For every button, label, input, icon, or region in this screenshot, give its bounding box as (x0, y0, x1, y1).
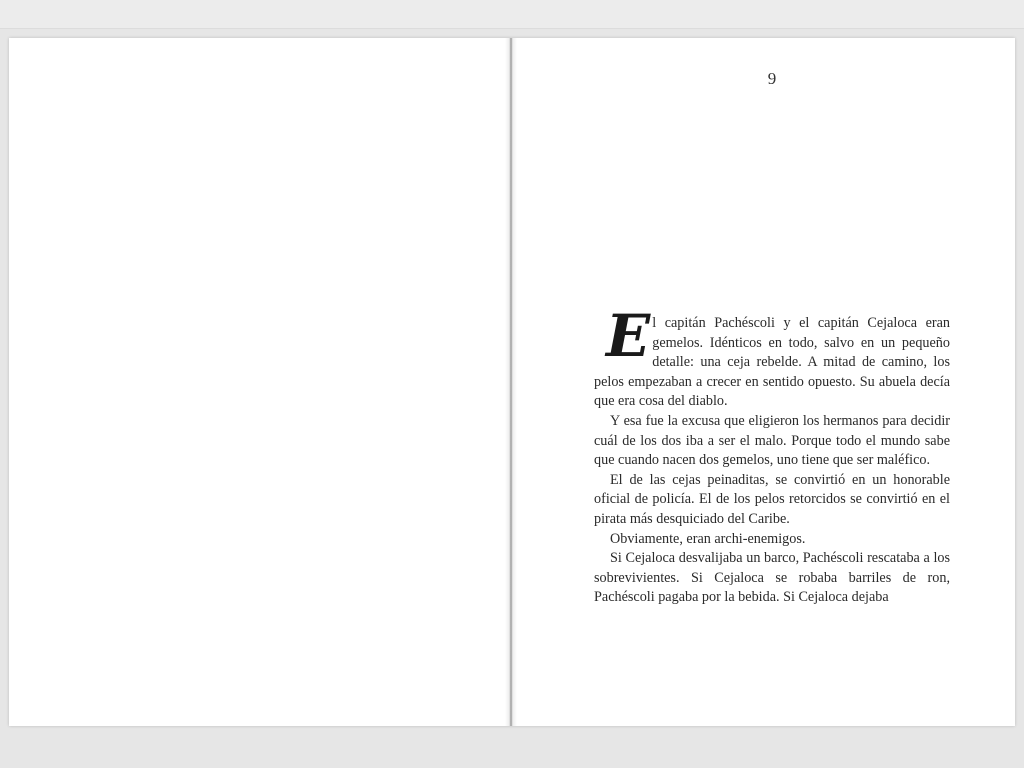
paragraph-2: Y esa fue la excusa que eligieron los hermanos para decidir cuál de los dos iba a ser el malo. Porque todo el mundo sabe que cuando nacen dos gemelos, uno tiene que ser maléfico. (594, 412, 950, 469)
left-page (9, 38, 509, 726)
paragraph-5: Si Cejaloca desvalijaba un barco, Pachéscoli rescataba a los sobrevivientes. Si Cejaloca se robaba barriles de ron, Pachéscoli pagaba por la bebida. Si Cejaloca dejaba (594, 550, 950, 606)
body-text (594, 302, 950, 608)
book-gutter (505, 38, 517, 726)
paragraph-4: Obviamente, eran archi-enemigos. (610, 530, 806, 547)
paragraph-3: El de las cejas peinaditas, se convirtió en un honorable oficial de policía. El de los pelos retorcidos se convirtió en el pirata más desquiciado del Caribe. (594, 471, 950, 527)
paragraph-1-text: l capitán Pachéscoli y el capitán Cejaloca eran gemelos. Idénticos en todo, salvo en un pequeño detalle: una ceja rebelde. A mitad de camino, los pelos empezaban a crecer en sentido opuesto. Su abuela decía que era cosa del diablo. (594, 315, 950, 410)
paragraph-1 (594, 302, 950, 412)
drop-cap: E (606, 302, 651, 370)
right-page (513, 38, 1015, 726)
page-number: 9 (767, 69, 777, 88)
book-spread (9, 38, 1015, 726)
viewer-toolbar (0, 0, 1024, 29)
